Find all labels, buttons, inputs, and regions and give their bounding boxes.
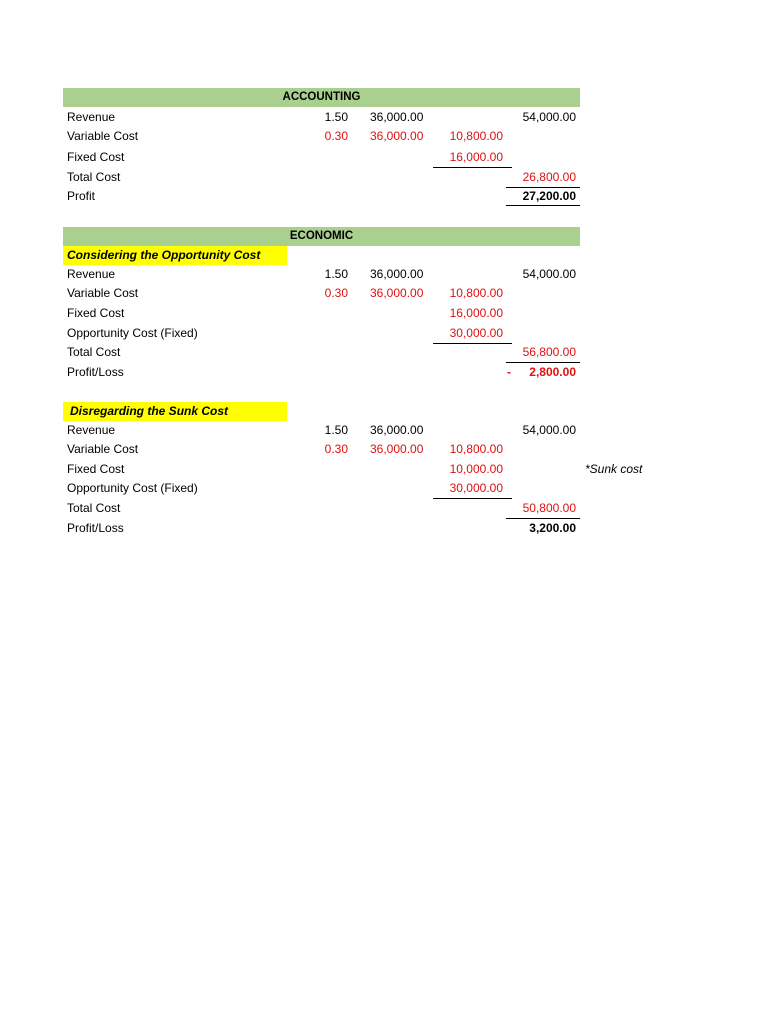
sunk-opportunity-cost-row [63,479,580,498]
row-label: Opportunity Cost (Fixed) [67,326,198,340]
fixed-cost-amount: 16,000.00 [449,150,503,164]
row-label: Variable Cost [67,286,139,300]
sunk-variable-cost-row [63,440,580,459]
variable-cost-amount: 10,800.00 [449,286,503,300]
row-label: Revenue [67,267,116,281]
unit-cost: 0.30 [324,286,348,300]
opportunity-profit-loss-row [63,363,580,382]
row-label: Revenue [67,423,116,437]
row-label: Variable Cost [67,129,139,143]
row-label: Profit [67,189,96,203]
total-cost-amount: 26,800.00 [522,170,576,184]
sunk-fixed-cost-row [63,460,580,479]
row-label: Fixed Cost [67,462,125,476]
opportunity-subtitle: Considering the Opportunity Cost [67,248,261,262]
accounting-profit-row [63,187,580,206]
total-cost-amount: 50,800.00 [522,501,576,515]
revenue-total: 54,000.00 [522,267,576,281]
total-cost-amount: 56,800.00 [522,345,576,359]
quantity: 36,000.00 [370,267,424,281]
sunk-revenue-row [63,421,580,440]
row-label: Profit/Loss [67,521,124,535]
fixed-cost-amount: 16,000.00 [449,306,503,320]
quantity: 36,000.00 [370,442,424,456]
profit-loss-amount: 2,800.00 [529,365,576,379]
accounting-header-label: ACCOUNTING [282,91,361,103]
unit-cost: 0.30 [324,129,348,143]
economic-header [63,227,580,246]
profit-amount: 27,200.00 [522,189,576,203]
row-label: Total Cost [67,170,121,184]
fixed-cost-amount: 10,000.00 [449,462,503,476]
unit-price: 1.50 [324,423,348,437]
row-label: Total Cost [67,345,121,359]
row-label: Revenue [67,110,116,124]
opportunity-subtitle-highlight [63,246,287,265]
economic-header-label: ECONOMIC [289,230,354,242]
row-label: Total Cost [67,501,121,515]
unit-price: 1.50 [324,267,348,281]
opportunity-variable-cost-row [63,284,580,303]
quantity: 36,000.00 [370,286,424,300]
quantity: 36,000.00 [370,110,424,124]
negative-sign: - [507,365,511,379]
opportunity-fixed-cost-row [63,304,580,323]
sunk-cost-note: *Sunk cost [585,462,643,476]
opportunity-revenue-row [63,265,580,284]
quantity: 36,000.00 [370,423,424,437]
row-label: Profit/Loss [67,365,124,379]
unit-cost: 0.30 [324,442,348,456]
opportunity-cost-amount: 30,000.00 [449,481,503,495]
sunk-total-cost-row [63,499,580,518]
variable-cost-amount: 10,800.00 [449,442,503,456]
row-label: Variable Cost [67,442,139,456]
accounting-fixed-cost-row [63,148,580,167]
accounting-header [63,88,580,107]
quantity: 36,000.00 [370,129,424,143]
accounting-variable-cost-row [63,127,580,146]
revenue-total: 54,000.00 [522,423,576,437]
accounting-revenue-row [63,108,580,127]
accounting-total-cost-row [63,168,580,187]
opportunity-cost-amount: 30,000.00 [449,326,503,340]
revenue-total: 54,000.00 [522,110,576,124]
variable-cost-amount: 10,800.00 [449,129,503,143]
opportunity-total-cost-row [63,343,580,362]
unit-price: 1.50 [324,110,348,124]
total-underline [506,205,580,206]
row-label: Fixed Cost [67,306,125,320]
profit-loss-amount: 3,200.00 [529,521,576,535]
row-label: Opportunity Cost (Fixed) [67,481,198,495]
row-label: Fixed Cost [67,150,125,164]
opportunity-opportunity-cost-row [63,324,580,343]
sunk-subtitle-highlight [63,402,287,421]
sunk-profit-loss-row [63,519,580,538]
sunk-subtitle: Disregarding the Sunk Cost [70,404,229,418]
